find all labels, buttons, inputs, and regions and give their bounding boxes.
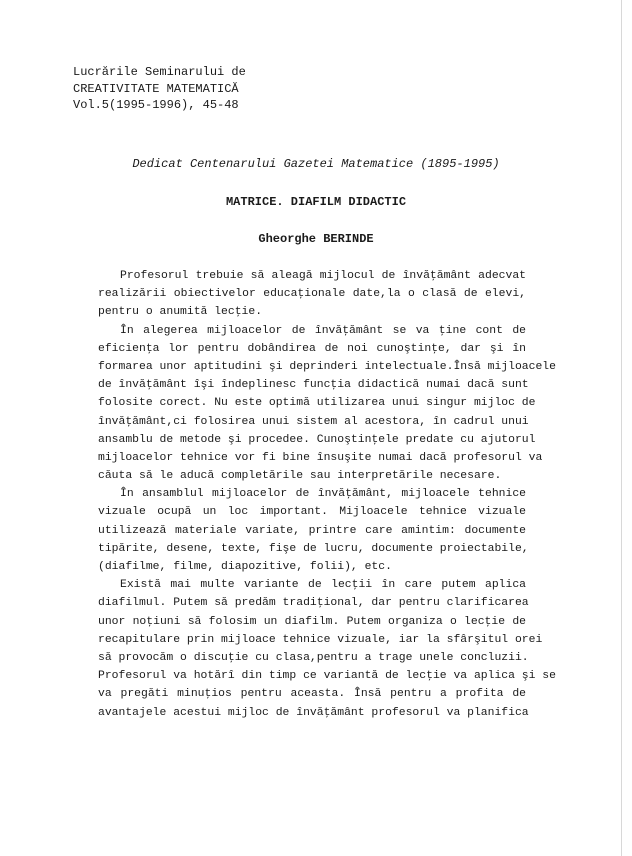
body-text [98,267,556,722]
body-line: să provocăm o discuţie cu clasa,pentru a trage unele concluzii. [98,651,529,664]
body-line: de învăţământ îşi îndeplinesc funcţia didactică numai dacă sunt [98,379,529,392]
body-line: Profesorul va hotărî din timp ce variantă de lecţie va aplica şi se [98,670,556,683]
body-line: diafilmul. Putem să predăm tradiţional, dar pentru clarificarea [98,597,529,610]
body-line: va pregăti minuţios pentru aceasta. Însă pentru a profita de [98,688,526,701]
header-line-1: Lucrările Seminarului de [73,65,246,79]
publication-header [73,64,246,114]
body-line: vizuale ocupă un loc important. Mijloacele tehnice vizuale [98,506,526,519]
body-line: În ansamblul mijloacelor de învăţământ, mijloacele tehnice [120,488,526,501]
body-line: avantajele acestui mijloc de învăţământ profesorul va planifica [98,706,529,719]
body-line: Profesorul trebuie să aleagă mijlocul de învăţământ adecvat [120,270,526,282]
paper-author: Gheorghe BERINDE [258,232,374,246]
body-line: În alegerea mijloacelor de învăţământ se va ţine cont de [120,324,526,337]
body-line: tipărite, desene, texte, fişe de lucru, documente proiectabile, [98,542,529,555]
dedication: Dedicat Centenarului Gazetei Matematice (1895-1995) [132,157,500,171]
body-line: utilizează materiale variate, printre care amintim: documente [98,524,526,537]
header-line-2: CREATIVITATE MATEMATICĂ [73,81,239,96]
body-line: unor noţiuni să folosim un diafilm. Putem organiza o lecţie de [98,615,526,628]
paper-title: MATRICE. DIAFILM DIDACTIC [225,195,407,209]
body-line: folosite corect. Nu este optimă utilizarea unui singur mijloc de [98,397,536,410]
body-line: Există mai multe variante de lecţii în care putem aplica [120,579,526,592]
body-line: căuta să le aducă completările sau interpretările necesare. [98,470,502,483]
body-line: ansamblu de metode şi procedee. Cunoştinţele predate cu ajutorul [98,433,536,446]
body-line: formarea unor aptitudini şi deprinderi intelectuale.Însă mijloacele [98,360,556,373]
body-line: recapitulare prin mijloace tehnice vizuale, iar la sfârşitul orei [98,633,543,646]
body-line: realizării obiectivelor educaţionale date,la o clasă de elevi, [98,288,526,301]
body-line: pentru o anumită lecţie. [98,306,263,319]
body-line: eficienţa lor pentru dobândirea de noi cunoştinţe, dar şi în [98,342,526,355]
body-line: (diafilme, filme, diapozitive, folii), etc. [98,561,392,573]
body-line: mijloacelor tehnice vor fi bine însuşite numai dacă profesorul va [98,451,543,464]
header-line-3: Vol.5(1995-1996), 45-48 [73,98,239,112]
body-line: învăţământ,ci folosirea unui sistem al acestora, în cadrul unui [98,415,529,428]
scan-edge-line [621,0,622,856]
